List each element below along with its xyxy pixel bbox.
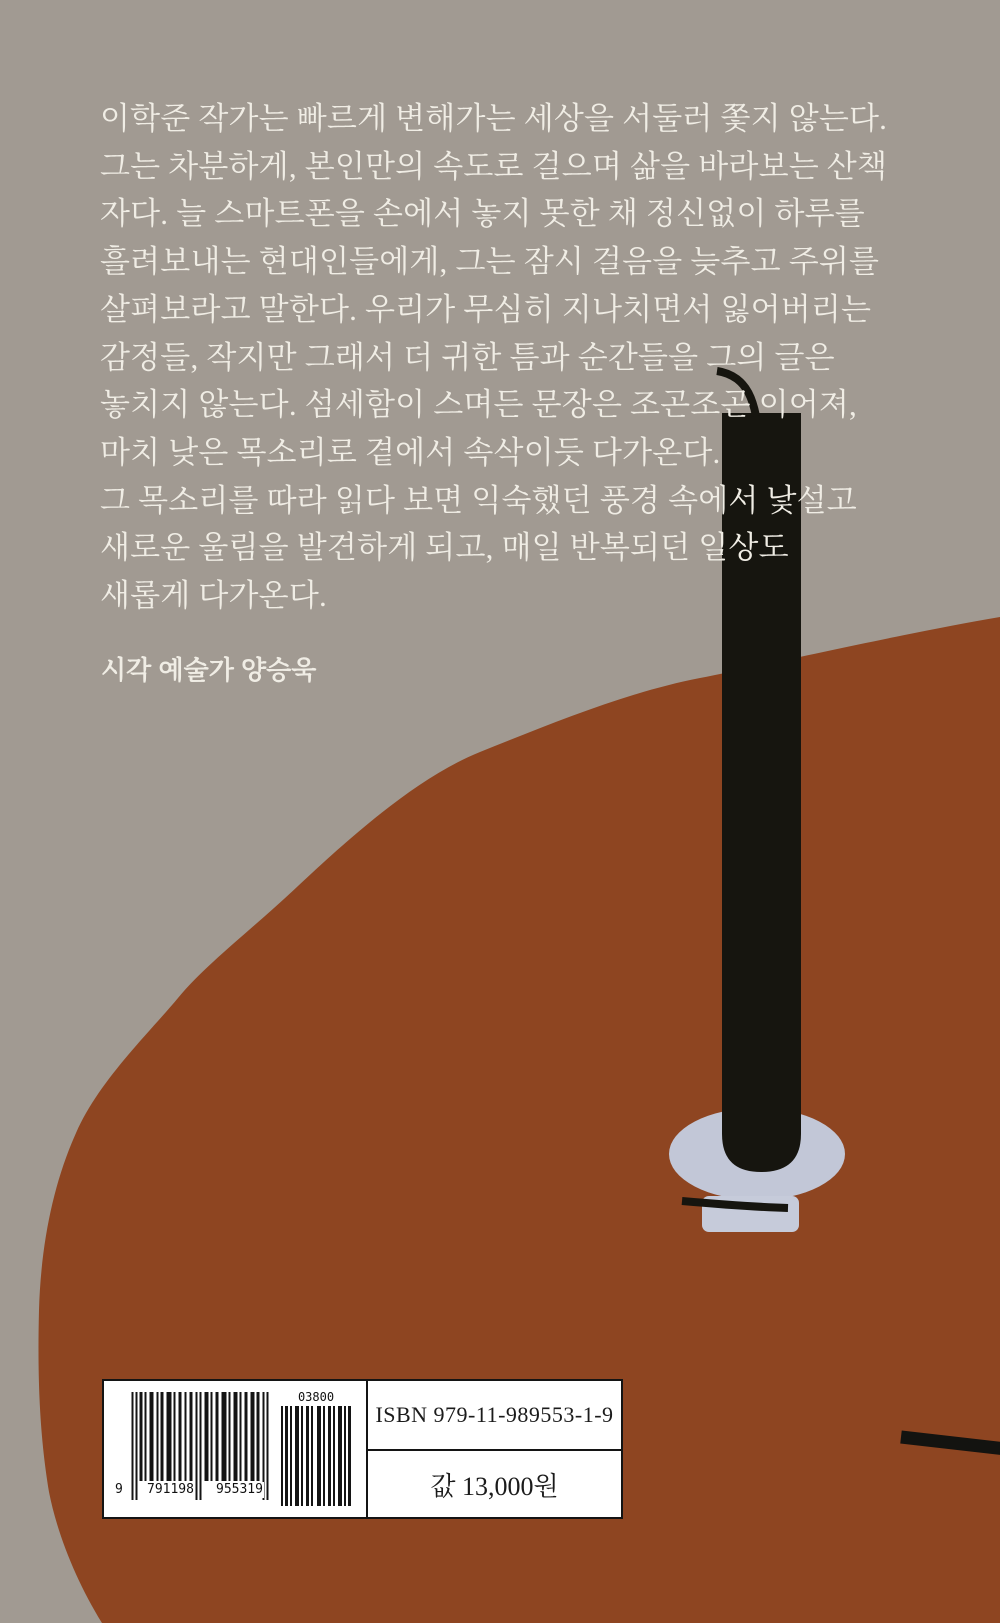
isbn-price-label (102, 1379, 623, 1519)
blurb-line: 감정들, 작지만 그래서 더 귀한 틈과 순간들을 그의 글은 (100, 339, 835, 375)
blurb-line: 새로운 울림을 발견하게 되고, 매일 반복되던 일상도 (100, 530, 789, 566)
blurb-line: 새롭게 다가온다. (100, 578, 327, 614)
blurb-line: 그는 차분하게, 본인만의 속도로 걸으며 삶을 바라보는 산책 (100, 148, 888, 184)
addon-barcode-graphic (280, 1406, 352, 1506)
isbn-price-label-inner (104, 1381, 621, 1517)
barcode-addon-code: 03800 (297, 1390, 335, 1404)
barcode-digit-group1: 791198 (147, 1482, 194, 1497)
isbn-text: ISBN 979-11-989553-1-9 (368, 1381, 621, 1451)
price-text: 값 13,000원 (430, 1471, 559, 1501)
blurb-line: 자다. 늘 스마트폰을 손에서 놓지 못한 채 정신없이 하루를 (100, 196, 865, 232)
barcode-digit-prefix: 9 (115, 1482, 123, 1497)
barcode-digits (114, 1482, 274, 1498)
blurb-line: 흘려보내는 현대인들에게, 그는 잠시 걸음을 늦추고 주위를 (100, 244, 880, 280)
blurb-line: 살펴보라고 말한다. 우리가 무심히 지나치면서 잃어버리는 (100, 291, 872, 327)
blurb-line: 놓치지 않는다. 섬세함이 스며든 문장은 조곤조곤 이어져, (100, 387, 857, 423)
barcode-digit-group2: 955319 (216, 1482, 263, 1497)
blurb-line: 마치 낮은 목소리로 곁에서 속삭이듯 다가온다. (100, 434, 721, 470)
blurb-line: 그 목소리를 따라 읽다 보면 익숙했던 풍경 속에서 낯설고 (100, 482, 857, 518)
blurb-paragraph (100, 95, 888, 620)
blurb-attribution: 시각 예술가 양승욱 (101, 655, 317, 685)
blurb-line: 이학준 작가는 빠르게 변해가는 세상을 서둘러 쫓지 않는다. (100, 101, 888, 136)
